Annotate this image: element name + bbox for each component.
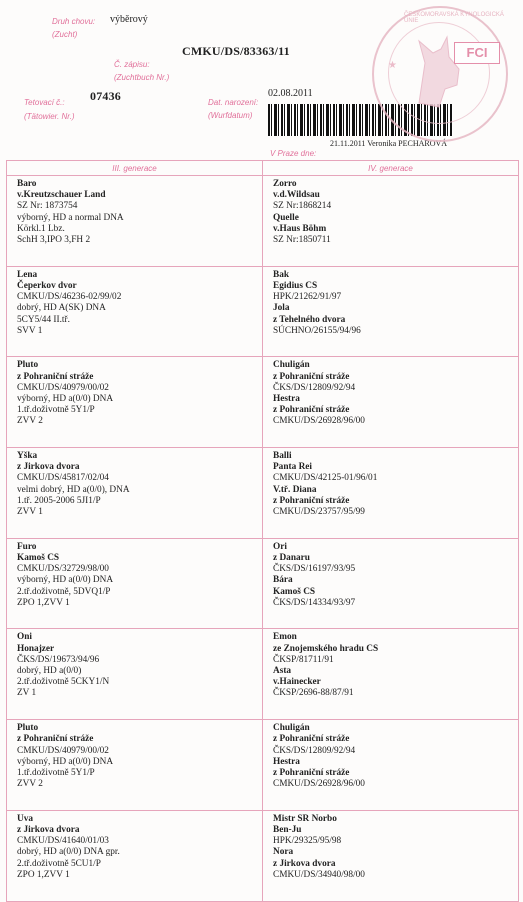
birth-value: 02.08.2011	[268, 88, 313, 99]
dog-name-line: V.tř. Diana	[273, 484, 317, 495]
dog-name-line: Pluto	[17, 360, 39, 371]
dog-name-line: Uva	[17, 813, 34, 824]
dog-detail-line: HPK/29325/95/98	[273, 836, 342, 847]
dog-detail-line: ZPO 1,ZVV 1	[17, 597, 70, 608]
dog-detail-line: Körkl.1 Lbz.	[17, 223, 65, 234]
place-label: V Praze dne:	[270, 149, 317, 158]
dog-name-line: v.d.Wildsau	[273, 190, 320, 201]
issue-line: 21.11.2011 Veronika PECHAROVÁ	[330, 139, 448, 148]
table-row	[7, 720, 519, 811]
dog-name-line: z Danaru	[273, 552, 310, 563]
dog-detail-line: 1.tř.doživotně 5Y1/P	[17, 405, 95, 416]
generation-4-cell	[263, 811, 519, 902]
dog-name-line: z Pohraniční stráže	[273, 405, 350, 416]
table-row	[7, 539, 519, 630]
dog-name-line: Panta Rei	[273, 462, 312, 473]
dog-name-line: Ben-Ju	[273, 825, 302, 836]
dog-name-line: Baro	[17, 179, 37, 189]
dog-detail-line: ZVV 2	[17, 779, 43, 790]
tattoo-value: 07436	[90, 89, 121, 103]
dog-name-line: Lena	[17, 269, 38, 280]
dog-detail-line: ČKSP/2696-88/87/91	[273, 688, 354, 699]
dog-detail-line: ZVV 2	[17, 416, 43, 427]
generation-3-cell	[7, 267, 263, 358]
dog-detail-line: CMKU/DS/40979/00/02	[17, 745, 109, 756]
dog-detail-line: ČKS/DS/12809/92/94	[273, 745, 356, 756]
pedigree-table	[6, 160, 519, 902]
dog-name-line: Kamoš CS	[17, 552, 60, 563]
stamp-ring-text: ČESKOMORAVSKÁ KYNOLOGICKÁ UNIE	[404, 12, 504, 24]
dog-detail-line: SZ Nr: 1873754	[17, 201, 78, 212]
dog-detail-line: 2.tř.doživotně 5CU1/P	[17, 858, 101, 869]
dog-detail-line: dobrý, HD a(0/0) DNA gpr.	[17, 847, 120, 858]
dog-detail-line: CMKU/DS/32729/98/00	[17, 564, 109, 575]
dog-name-line: Hestra	[273, 393, 300, 404]
dog-detail-line: CMKU/DS/26928/96/00	[273, 779, 365, 790]
dog-name-line: Zorro	[273, 179, 297, 189]
dog-name-line: z Pohraniční stráže	[17, 371, 94, 382]
table-row	[7, 357, 519, 448]
dog-detail-line: SÚCHNO/26155/94/96	[273, 325, 361, 336]
generation-4-cell	[263, 448, 519, 539]
dog-name-line: Hestra	[273, 756, 300, 767]
fci-badge: FCI	[454, 42, 500, 64]
dog-detail-line: ZPO 1,ZVV 1	[17, 869, 70, 880]
col-header-generation-4: IV. generace	[263, 161, 519, 176]
dog-name-line: Furo	[17, 541, 37, 552]
dog-detail-line: 1.tř. 2005-2006 5JI1/P	[17, 495, 101, 506]
dog-detail-line: výborný, HD a(0/0) DNA	[17, 575, 114, 586]
dog-detail-line: 2.tř.doživotně 5CKY1/N	[17, 677, 110, 688]
dog-detail-line: HPK/21262/91/97	[273, 292, 342, 303]
dog-name-line: Yška	[17, 451, 38, 462]
table-header	[7, 161, 519, 176]
dog-name-line: Nora	[273, 847, 294, 858]
birth-label-de: (Wurfdatum)	[208, 111, 253, 120]
dog-detail-line: CMKU/DS/26928/96/00	[273, 416, 365, 427]
dog-name-line: Chuligán	[273, 360, 310, 371]
dog-name-line: Asta	[273, 666, 292, 677]
dog-head-icon	[389, 23, 489, 123]
studbook-label-de: (Zuchtbuch Nr.)	[114, 73, 170, 82]
dog-detail-line: 5CY5/44 II.tř.	[17, 314, 70, 325]
dog-detail-line: 1.tř.doživotně 5Y1/P	[17, 767, 95, 778]
generation-3-cell	[7, 357, 263, 448]
dog-name-line: Kamoš CS	[273, 586, 316, 597]
dog-name-line: z Pohraniční stráže	[273, 495, 350, 506]
generation-3-cell	[7, 720, 263, 811]
dog-name-line: z Pohraniční stráže	[273, 767, 350, 778]
dog-name-line: Mistr SR Norbo	[273, 813, 337, 824]
dog-detail-line: výborný, HD a(0/0) DNA	[17, 393, 114, 404]
breed-type-label-de: (Zucht)	[52, 30, 78, 39]
dog-detail-line: ČKS/DS/14334/93/97	[273, 597, 356, 608]
dog-detail-line: ZV 1	[17, 688, 37, 699]
dog-detail-line: dobrý, HD a(0/0)	[17, 666, 82, 677]
table-row	[7, 448, 519, 539]
generation-4-cell	[263, 539, 519, 630]
table-body	[7, 176, 519, 902]
table-row	[7, 811, 519, 902]
dog-name-line: Balli	[273, 451, 292, 462]
generation-3-cell	[7, 811, 263, 902]
breed-type-value: výběrový	[110, 14, 148, 25]
dog-name-line: z Jirkova dvora	[17, 825, 80, 836]
generation-4-cell	[263, 357, 519, 448]
dog-detail-line: ČKS/DS/16197/93/95	[273, 564, 356, 575]
fci-stamp	[372, 6, 508, 142]
dog-name-line: Čeperkov dvor	[17, 280, 77, 291]
dog-name-line: Ori	[273, 541, 287, 552]
dog-name-line: v.Hainecker	[273, 677, 321, 688]
dog-detail-line: ČKS/DS/19673/94/96	[17, 654, 100, 665]
dog-detail-line: CMKU/DS/40979/00/02	[17, 382, 109, 393]
dog-name-line: Pluto	[17, 723, 39, 734]
dog-name-line: v.Kreutzschauer Land	[17, 190, 106, 201]
dog-detail-line: CMKU/DS/46236-02/99/02	[17, 292, 122, 303]
dog-name-line: Quelle	[273, 212, 299, 223]
tattoo-label-de: (Tätowier. Nr.)	[24, 112, 75, 121]
dog-name-line: ze Znojemského hradu CS	[273, 643, 379, 654]
generation-4-cell	[263, 176, 519, 267]
generation-3-cell	[7, 176, 263, 267]
dog-name-line: Emon	[273, 632, 297, 643]
registration-number: CMKU/DS/83363/11	[182, 44, 290, 58]
dog-detail-line: SVV 1	[17, 325, 43, 336]
dog-name-line: Jola	[273, 303, 290, 314]
dog-name-line: z Jirkova dvora	[17, 462, 80, 473]
generation-4-cell	[263, 267, 519, 358]
dog-name-line: z Pohraniční stráže	[273, 371, 350, 382]
dog-detail-line: výborný, HD a(0/0) DNA	[17, 756, 114, 767]
table-row	[7, 267, 519, 358]
dog-name-line: Honajzer	[17, 643, 55, 654]
generation-3-cell	[7, 539, 263, 630]
dog-name-line: Bára	[273, 575, 293, 586]
generation-4-cell	[263, 629, 519, 720]
dog-name-line: z Pohraniční stráže	[17, 734, 94, 745]
dog-name-line: Bak	[273, 269, 290, 280]
dog-detail-line: ČKS/DS/12809/92/94	[273, 382, 356, 393]
dog-detail-line: ZVV 1	[17, 507, 43, 518]
dog-detail-line: CMKU/DS/41640/01/03	[17, 836, 109, 847]
generation-3-cell	[7, 448, 263, 539]
dog-detail-line: 2.tř.doživotně, 5DVQ1/P	[17, 586, 111, 597]
dog-detail-line: dobrý, HD A(SK) DNA	[17, 303, 106, 314]
dog-detail-line: SZ Nr:1868214	[273, 201, 332, 212]
dog-detail-line: CMKU/DS/34940/98/00	[273, 869, 365, 880]
dog-name-line: Chuligán	[273, 723, 310, 734]
dog-name-line: v.Haus Böhm	[273, 223, 327, 234]
dog-detail-line: CMKU/DS/45817/02/04	[17, 473, 109, 484]
dog-detail-line: SchH 3,IPO 3,FH 2	[17, 235, 91, 246]
dog-name-line: z Jirkova dvora	[273, 858, 336, 869]
dog-detail-line: CMKU/DS/42125-01/96/01	[273, 473, 378, 484]
dog-name-line: z Tehelného dvora	[273, 314, 346, 325]
dog-detail-line: SZ Nr:1850711	[273, 235, 331, 246]
dog-detail-line: ČKSP/81711/91	[273, 654, 334, 665]
dog-detail-line: výborný, HD a normal DNA	[17, 212, 124, 223]
tattoo-label: Tetovací č.:	[24, 98, 65, 107]
dog-name-line: Egidius CS	[273, 280, 318, 291]
dog-detail-line: CMKU/DS/23757/95/99	[273, 507, 365, 518]
star-icon: ★	[388, 60, 397, 71]
dog-name-line: z Pohraniční stráže	[273, 734, 350, 745]
dog-name-line: Oni	[17, 632, 32, 643]
breed-type-label: Druh chovu:	[52, 17, 96, 26]
generation-3-cell	[7, 629, 263, 720]
studbook-label: Č. zápisu:	[114, 60, 150, 69]
generation-4-cell	[263, 720, 519, 811]
birth-label: Dat. narození:	[208, 98, 259, 107]
table-row	[7, 629, 519, 720]
col-header-generation-3: III. generace	[7, 161, 263, 176]
table-row	[7, 176, 519, 267]
stamp-inner-ring	[388, 22, 490, 124]
dog-detail-line: velmi dobrý, HD a(0/0), DNA	[17, 484, 130, 495]
